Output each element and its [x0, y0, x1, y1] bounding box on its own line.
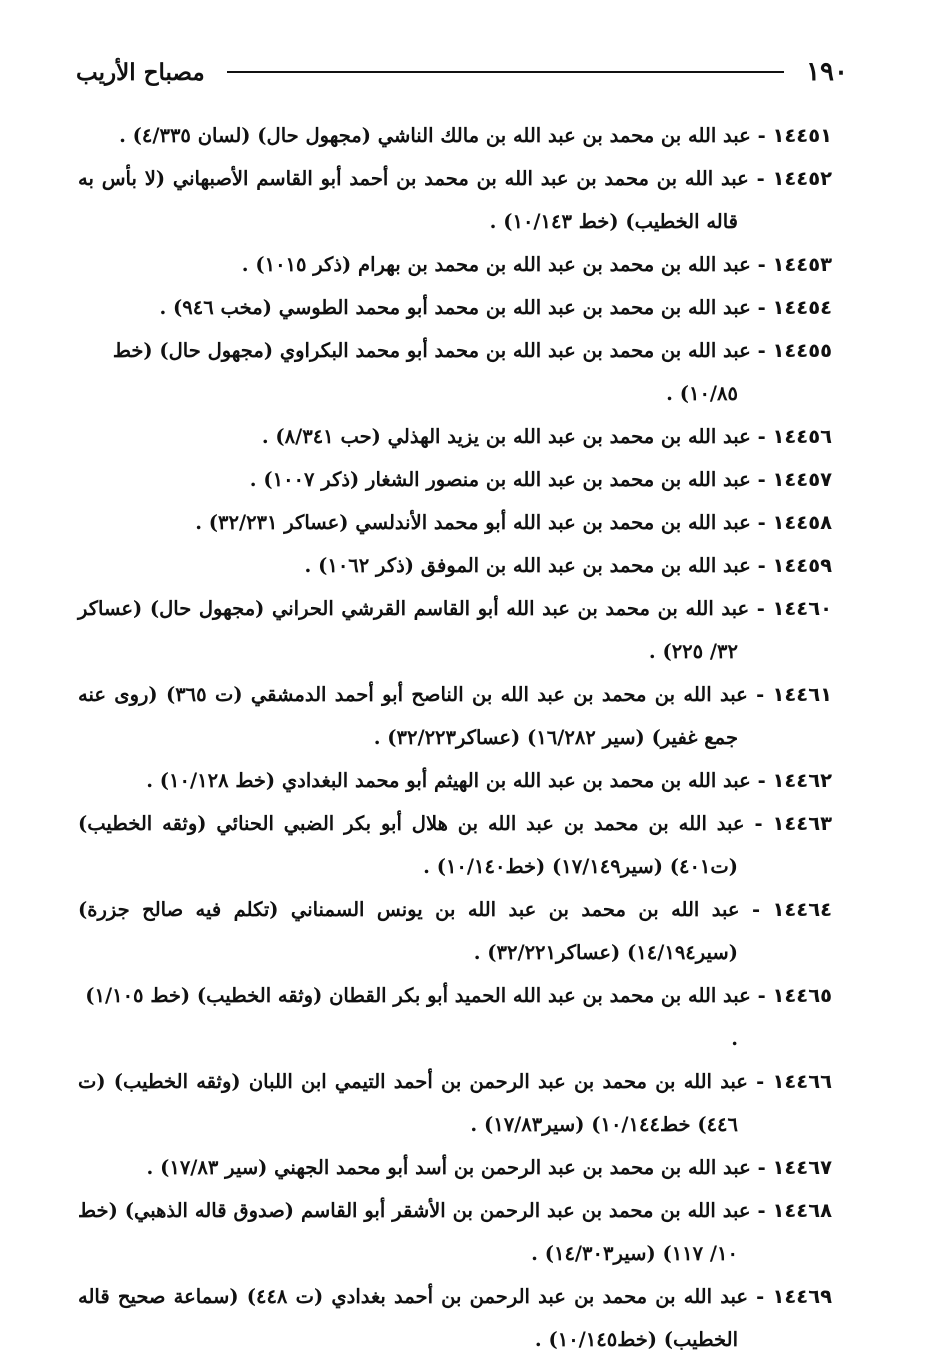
entries-list [78, 114, 832, 1361]
entry-text: عبد الله بن محمد بن عبد الله بن محمد بن أحمد أبو القاسم الأصبهاني (لا بأس به قاله الخطيب) (خط ١٠/١٤٣) . [78, 167, 749, 233]
entry-separator: - [750, 425, 773, 448]
entry [78, 759, 832, 802]
entry [78, 114, 832, 157]
entry-text: عبد الله بن محمد بن عبد الله بن منصور الشغار (ذكر ١٠٠٧) . [249, 468, 751, 491]
entry [78, 1060, 832, 1146]
entry [78, 802, 832, 888]
entry-separator: - [739, 898, 773, 921]
entry-number: ١٤٤٦٦ [772, 1070, 832, 1093]
entry-number: ١٤٤٥٩ [772, 554, 832, 577]
entry-number: ١٤٤٥٨ [772, 511, 832, 534]
entry [78, 501, 832, 544]
entry-separator: - [750, 984, 773, 1007]
entry [78, 157, 832, 243]
entry-number: ١٤٤٦٤ [772, 898, 832, 921]
entry-separator: - [744, 812, 773, 835]
entry-separator: - [747, 683, 773, 706]
entry-separator: - [750, 1199, 773, 1222]
entry-text: عبد الله بن محمد بن عبد الرحمن بن أحمد بغدادي (ت ٤٤٨) (سماعة صحيح قاله الخطيب) (خط١٠/١٤٥) . [78, 1285, 748, 1351]
entry-number: ١٤٤٥٧ [772, 468, 832, 491]
entry-separator: - [749, 597, 773, 620]
entry-number: ١٤٤٦٨ [772, 1199, 832, 1222]
entry-text: عبد الله بن محمد بن عبد الله بن محمد أبو محمد البكراوي (مجهول حال) (خط ١٠/٨٥) . [112, 339, 751, 405]
entry [78, 544, 832, 587]
entry [78, 888, 832, 974]
entry [78, 415, 832, 458]
entry-text: عبد الله بن محمد بن عبد الرحمن بن أحمد التيمي ابن اللبان (وثقه الخطيب) (ت ٤٤٦) خط١٠/١٤٤) (سير١٧/٨٣) . [78, 1070, 748, 1136]
entry [78, 1275, 832, 1361]
entry-separator: - [750, 124, 773, 147]
entry-number: ١٤٤٦٩ [772, 1285, 832, 1308]
entry-separator: - [750, 468, 773, 491]
entry-text: عبد الله بن محمد بن عبد الله بن هلال أبو بكر الضبي الحنائي (وثقه الخطيب) (ت٤٠١) (سير١٧/١٤٩) (خط١٠/١٤٠) . [78, 812, 745, 878]
entry-text: عبد الله بن محمد بن عبد الله أبو محمد الأندلسي (عساكر ٣٢/٢٣١) . [195, 511, 751, 534]
entry-separator: - [748, 167, 773, 190]
entry-number: ١٤٤٥٢ [772, 167, 833, 190]
entry-text: عبد الله بن محمد بن عبد الله الحميد أبو بكر القطان (وثقه الخطيب) (خط ١/١٠٥) . [85, 984, 751, 1050]
entry-number: ١٤٤٥٤ [772, 296, 832, 319]
entry [78, 1189, 832, 1275]
entry-separator: - [750, 253, 773, 276]
entry-separator: - [747, 1285, 773, 1308]
entry [78, 243, 832, 286]
entry-separator: - [750, 769, 773, 792]
entry [78, 587, 832, 673]
entry-number: ١٤٤٦٣ [772, 812, 833, 835]
entry-text: عبد الله بن محمد بن عبد الله بن الموفق (ذكر ١٠٦٢) . [304, 554, 751, 577]
page-header [76, 52, 848, 92]
entry-text: عبد الله بن محمد بن عبد الله بن محمد بن بهرام (ذكر ١٠١٥) . [241, 253, 751, 276]
entry-number: ١٤٤٦١ [772, 683, 833, 706]
page-number: ١٩٠ [806, 57, 848, 87]
entry [78, 329, 832, 415]
entry [78, 458, 832, 501]
header-rule [227, 71, 784, 73]
entry-separator: - [750, 1156, 773, 1179]
entry-number: ١٤٤٦٠ [772, 597, 832, 620]
entry-number: ١٤٤٦٢ [772, 769, 832, 792]
entry-separator: - [750, 296, 773, 319]
entry-number: ١٤٤٦٥ [772, 984, 832, 1007]
entry-number: ١٤٤٥٣ [772, 253, 832, 276]
entry-number: ١٤٤٦٧ [772, 1156, 832, 1179]
entry-text: عبد الله بن محمد بن عبد الله بن يونس السمناني (تكلم فيه صالح جزرة) (سير١٤/١٩٤) (عساكر٣٢/٢٢١) . [78, 898, 740, 964]
entry-text: عبد الله بن محمد بن عبد الرحمن بن الأشقر أبو القاسم (صدوق قاله الذهبي) (خط ١٠/ ١١٧) (سير١٤/٣٠٣) . [78, 1199, 751, 1265]
entry-text: عبد الله بن محمد بن عبد الله بن الهيثم أبو محمد البغدادي (خط ١٠/١٢٨) . [146, 769, 751, 792]
entry-text: عبد الله بن محمد بن عبد الله بن الناصح أبو أحمد الدمشقي (ت ٣٦٥) (روى عنه جمع غفير) (سير ١٦/٢٨٢) (عساكر٣٢/٢٢٣) . [78, 683, 748, 749]
entry-text: عبد الله بن محمد بن عبد الرحمن بن أسد أبو محمد الجهني (سير ١٧/٨٣) . [146, 1156, 751, 1179]
entry [78, 974, 832, 1060]
entry-text: عبد الله بن محمد بن عبد الله بن يزيد الهذلي (حب ٨/٣٤١) . [261, 425, 751, 448]
entry-text: عبد الله بن محمد بن عبد الله بن محمد أبو محمد الطوسي (مخب ٩٤٦) . [159, 296, 751, 319]
entry-text: عبد الله بن محمد بن عبد الله بن مالك الناشي (مجهول حال) (لسان ٤/٣٣٥) . [119, 124, 751, 147]
entry-separator: - [747, 1070, 773, 1093]
entry-separator: - [750, 511, 773, 534]
entry [78, 673, 832, 759]
entry-text: عبد الله بن محمد بن عبد الله أبو القاسم القرشي الحراني (مجهول حال) (عساكر ٣٢/ ٢٢٥) . [78, 597, 750, 663]
entry-number: ١٤٤٥٦ [772, 425, 832, 448]
entry-number: ١٤٤٥٥ [772, 339, 832, 362]
book-title: مصباح الأريب [76, 58, 205, 86]
entry-number: ١٤٤٥١ [772, 124, 832, 147]
entry [78, 1146, 832, 1189]
entry-separator: - [750, 339, 773, 362]
entry-separator: - [750, 554, 773, 577]
entry [78, 286, 832, 329]
